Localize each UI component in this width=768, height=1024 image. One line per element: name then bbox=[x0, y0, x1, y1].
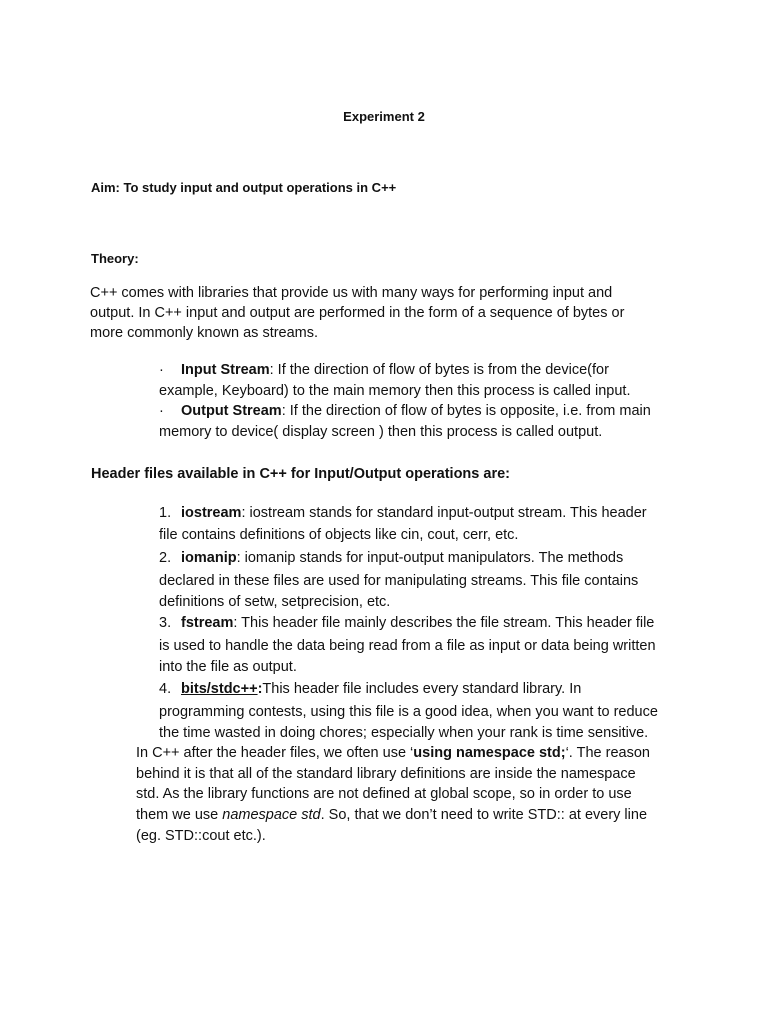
namespace-line-3: std. As the library functions are not defined at global scope, so in order to use bbox=[136, 786, 632, 802]
header-item-fstream bbox=[159, 615, 654, 631]
intro-line-2: output. In C++ input and output are performed in the form of a sequence of bytes or bbox=[90, 305, 625, 321]
namespace-text: ‘. The reason bbox=[565, 745, 650, 761]
item-number: 3. bbox=[159, 615, 172, 631]
item-desc: : iostream stands for standard input-output stream. This header bbox=[241, 505, 647, 521]
item-desc-line: programming contests, using this file is a good idea, when you want to reduce bbox=[159, 704, 658, 720]
item-term-suffix: : bbox=[257, 681, 263, 697]
namespace-text: . So, that we don’t need to write STD:: at every line bbox=[320, 807, 648, 823]
item-number: 2. bbox=[159, 550, 172, 566]
namespace-code: using namespace std; bbox=[413, 745, 566, 761]
item-term: iostream bbox=[181, 505, 242, 521]
input-stream-term: Input Stream bbox=[181, 362, 270, 378]
theory-heading: Theory: bbox=[91, 251, 139, 266]
namespace-line-2: behind it is that all of the standard library definitions are inside the namespace bbox=[136, 766, 636, 782]
output-stream-desc-2: memory to device( display screen ) then this process is called output. bbox=[159, 424, 603, 440]
item-desc-line: is used to handle the data being read from a file as input or data being written bbox=[159, 638, 656, 654]
item-term: fstream bbox=[181, 615, 234, 631]
bullet-dot: · bbox=[159, 403, 164, 419]
item-desc: This header file includes every standard library. In bbox=[262, 681, 582, 697]
namespace-text: In C++ after the header files, we often use ‘ bbox=[136, 745, 414, 761]
namespace-line-1 bbox=[136, 745, 650, 761]
namespace-line-4 bbox=[136, 807, 647, 823]
header-item-bits-stdc bbox=[159, 681, 581, 697]
bullet-dot: · bbox=[159, 362, 164, 378]
intro-line-1: C++ comes with libraries that provide us with many ways for performing input and bbox=[90, 285, 613, 301]
item-desc: : This header file mainly describes the file stream. This header file bbox=[233, 615, 655, 631]
item-desc: : iomanip stands for input-output manipulators. The methods bbox=[236, 550, 624, 566]
input-stream-desc-2: example, Keyboard) to the main memory then this process is called input. bbox=[159, 383, 631, 399]
output-stream-item bbox=[159, 403, 651, 419]
header-item-iomanip bbox=[159, 550, 623, 566]
item-number: 4. bbox=[159, 681, 172, 697]
namespace-line-5: (eg. STD::cout etc.). bbox=[136, 828, 266, 844]
header-files-heading: Header files available in C++ for Input/Output operations are: bbox=[91, 466, 510, 482]
namespace-italic: namespace std bbox=[222, 807, 321, 823]
item-desc-line: the time wasted in doing chores; especially when your rank is time sensitive. bbox=[159, 725, 649, 741]
item-desc-line: file contains definitions of objects like cin, cout, cerr, etc. bbox=[159, 527, 519, 543]
item-desc-line: definitions of setw, setprecision, etc. bbox=[159, 594, 391, 610]
header-item-iostream bbox=[159, 505, 647, 521]
item-desc-line: into the file as output. bbox=[159, 659, 297, 675]
output-stream-term: Output Stream bbox=[181, 403, 282, 419]
item-term: iomanip bbox=[181, 550, 237, 566]
item-number: 1. bbox=[159, 505, 172, 521]
input-stream-item bbox=[159, 362, 609, 378]
document-title: Experiment 2 bbox=[343, 109, 425, 124]
namespace-text: them we use bbox=[136, 807, 223, 823]
item-term-underlined: bits/stdc++ bbox=[181, 681, 258, 697]
aim-statement: Aim: To study input and output operations in C++ bbox=[91, 180, 397, 195]
input-stream-desc-1: : If the direction of flow of bytes is from the device(for bbox=[269, 362, 609, 378]
item-desc-line: declared in these files are used for manipulating streams. This file contains bbox=[159, 573, 639, 589]
intro-line-3: more commonly known as streams. bbox=[90, 325, 319, 341]
output-stream-desc-1: : If the direction of flow of bytes is opposite, i.e. from main bbox=[281, 403, 651, 419]
